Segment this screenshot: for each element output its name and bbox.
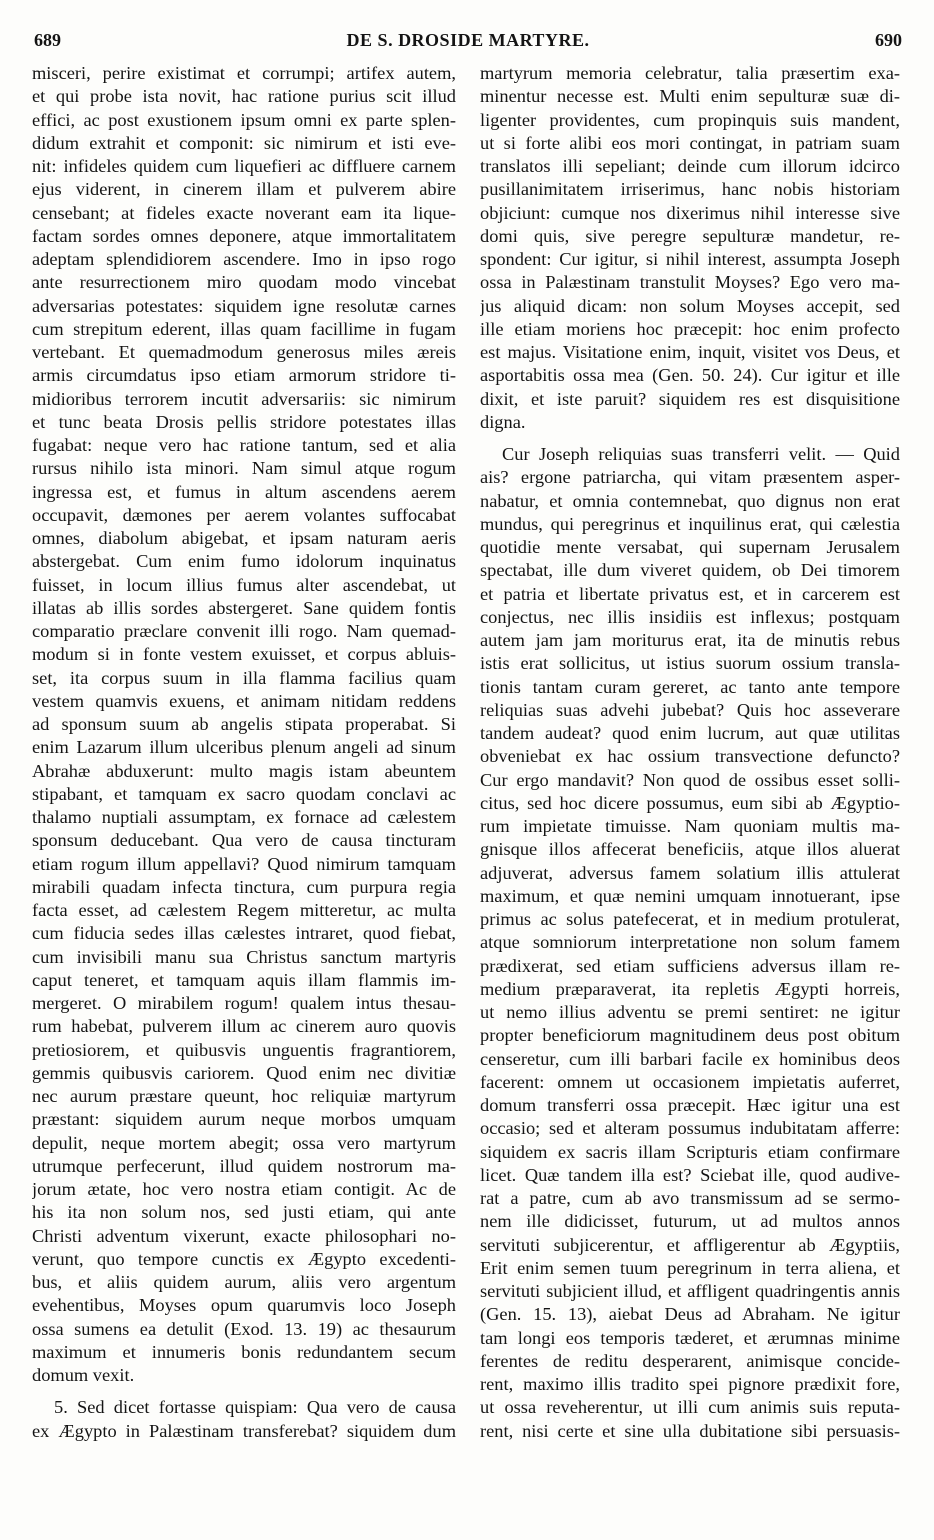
text-line: asportabitis ossa mea (Gen. 50. 24). Cur igitur et ille — [480, 365, 900, 386]
text-line: caput teneret, et tamquam aquis illam flammis im- — [32, 969, 456, 990]
text-line: quotidie mente versabat, qui supernam Jerusalem — [480, 537, 900, 557]
text-line: depulit, neque mortem abegit; ossa vero martyrum — [32, 1132, 456, 1153]
right-page-number: 690 — [875, 30, 902, 50]
text-line: Abrahæ abduxerunt: multo magis istam abeuntem — [32, 760, 456, 781]
text-line: primus ac solus patefecerat, et in medium protulerat, — [480, 909, 900, 929]
text-line: sponsum deducebant. Qua vero de causa tincturam — [32, 830, 456, 851]
text-line: nec aurum præstare queunt, hoc reliquiæ martyrum — [32, 1086, 456, 1106]
text-line: tandem audeat? quod enim lucrum, aut quæ utilitas — [480, 723, 900, 743]
text-line: rum habebat, pulverem illum ac cinerem auro quovis — [32, 1016, 456, 1037]
text-line: propter beneficiorum magnitudinem deus post obitum — [480, 1025, 900, 1046]
text-line: ejus viderent, in cinerem illam et pulverem abire — [32, 179, 456, 200]
text-line: tam longi eos temporis tæderet, et ærumnas minime — [480, 1327, 900, 1348]
text-line: siquidem ex sacris illam Scripturis etiam confirmare — [480, 1141, 900, 1162]
text-line: rat a patre, cum ab avo transmissum ad se sermo- — [480, 1188, 900, 1208]
text-line: ut si forte alibi eos mori contingat, in patriam suam — [480, 132, 900, 153]
text-line: armis circumdatus ipso etiam armorum stridore ti- — [32, 365, 456, 386]
text-line: mundus, qui peregrinus et inquilinus erat, qui cælestia — [480, 513, 900, 534]
text-line: jorum ætate, hoc vero nostra etiam contigit. Ac de — [32, 1179, 456, 1199]
text-line: factam sordes omnes deponere, atque immortalitatem — [32, 225, 456, 246]
text-line: obveniebat ex hac ossium transvectione defuncto? — [480, 746, 900, 767]
text-line: effici, ac post exustionem ipsum omni ex parte splen- — [32, 109, 456, 130]
text-line: fugabat: neque vero hac ratione tantum, sed et alia — [32, 435, 456, 455]
text-line: adversarias potestates: siquidem igne resolutæ carnes — [32, 295, 456, 316]
text-line: utrumque perfecerunt, illud quidem nostrorum ma- — [32, 1155, 456, 1176]
text-line: misceri, perire existimat et corrumpi; artifex autem, — [32, 63, 456, 83]
text-line: rent, nisi certe et sine ulla dubitatione sibi persuasis- — [480, 1420, 900, 1441]
text-line: (Gen. 15. 13), aiebat Deus ad Abraham. Ne igitur — [480, 1304, 900, 1325]
text-line: licet. Quæ tandem illa est? Sciebat ille, quod audive- — [480, 1164, 900, 1185]
text-line: vertebant. Et quemadmodum generosus miles æreis — [32, 342, 456, 362]
text-line: ingressa est, et fumus in altum ascendens aerem — [32, 481, 456, 502]
text-line: illatas ab illis sordes abstergeret. Sane quidem fontis — [32, 597, 456, 618]
text-line: jus aliquid dicam: non solum Moyses accepit, sed — [480, 295, 900, 316]
text-line: adjuverat, adversus famem solatium illis attulerat — [480, 862, 900, 883]
text-line: etiam rogum illum appellavi? Quod nimirum tamquam — [32, 853, 456, 874]
text-line: censeretur, cum illi barbari facile ex hominibus deos — [480, 1048, 900, 1069]
text-line: gnisque illos affecerat beneficiis, atque illos aluerat — [480, 839, 900, 860]
text-line: 5. Sed dicet fortasse quispiam: Qua vero de causa — [54, 1397, 456, 1418]
text-line: servituti subjicient illud, et affligent quadringentis annis — [480, 1281, 900, 1301]
text-line: domi quis, sive peregre sepulturæ mandetur, re- — [480, 225, 900, 246]
text-line: midioribus terrorem incutit adversariis: sic nimirum — [32, 388, 456, 409]
text-line: facerent: omnem ut occasionem impietatis auferret, — [480, 1071, 900, 1092]
text-line: omnes, diabolum abigebat, et ipsam naturam aeris — [32, 528, 456, 548]
text-line: pretiosiorem, et quibusvis unguentis fragrantiorem, — [32, 1039, 456, 1060]
text-line: stipabant, et tamquam ex sacro quodam conclavi ac — [32, 783, 456, 804]
text-line: est majus. Visitatione enim, inquit, visitet vos Deus, et — [480, 342, 900, 362]
text-line: minentur necesse est. Multi enim sepulturæ suæ di- — [480, 86, 900, 107]
text-line: reliquias suas advehi jubebat? Quis hoc asseverare — [480, 699, 900, 720]
text-line: et qui probe ista novit, hac ratione purius scit illud — [32, 86, 456, 107]
text-line: servituti subjicerentur, et affligerentur ab Ægyptiis, — [480, 1234, 900, 1255]
text-line: et tunc beata Drosis pellis stridore potestates illas — [32, 411, 456, 432]
text-line: ille etiam moriens hoc præcepit: hoc enim profecto — [480, 318, 900, 339]
text-line: ferentes de reditu desperarent, animisque concide- — [480, 1350, 900, 1371]
text-line: mergeret. O mirabilem rogum! qualem intus thesau- — [32, 993, 456, 1013]
text-line: occasio; sed et alteram possumus indubitatam afferre: — [480, 1118, 900, 1139]
page-header — [34, 30, 902, 60]
text-line: spectabat, ille dum viveret quidem, ob Dei timorem — [480, 560, 900, 581]
text-line: medium præparaverat, ita repletis Ægypti horreis, — [480, 978, 900, 999]
text-line: maximum et innumeris bonis redundantem secum — [32, 1341, 456, 1362]
text-line: citus, sed hoc dicere possumus, eum sibi ab Ægyptio- — [480, 792, 900, 813]
text-line: enim Lazarum illum ulceribus plenum angeli ad sinum — [32, 737, 456, 758]
text-line: autem jam jam moriturus erat, ita de minutis rebus — [480, 630, 900, 650]
text-line: et patria et libertate privatus est, et in carcerem est — [480, 583, 900, 604]
text-line: cum fiducia sedes illas cælestes intraret, quod fiebat, — [32, 923, 456, 944]
text-line: cum invisibili manu sua Christus sanctum martyris — [32, 946, 456, 967]
text-line: nit: infideles quidem cum liquefieri ac diffluere carnem — [32, 156, 456, 176]
text-line: comparatio præclare convenit illi rogo. Nam quemad- — [32, 621, 456, 641]
text-line: Cur ergo mandavit? Non quod de ossibus esset solli- — [480, 769, 900, 790]
text-line: ossa sumens ea detulit (Exod. 13. 19) ac thesaurum — [32, 1318, 456, 1339]
text-line: mirabili quadam infecta tinctura, cum purpura regia — [32, 876, 456, 897]
text-line: pusillanimitatem irriserimus, hanc nobis historiam — [480, 179, 900, 200]
text-line: nem ille didicisset, futurum, ut ad multos annos — [480, 1211, 900, 1232]
text-line: digna. — [480, 411, 526, 432]
text-line: ex Ægypto in Palæstinam transferebat? siquidem dum — [32, 1420, 456, 1441]
text-line: ligenter providentes, cum propinquis suis mandent, — [480, 109, 900, 130]
text-line: facta esset, ad cælestem Regem mitteretur, ac multa — [32, 900, 456, 920]
text-line: conjectus, nec illis insidiis est inflexus; postquam — [480, 606, 900, 627]
text-line: ad sponsum suum ab angelis stipata properabat. Si — [32, 714, 456, 734]
text-line: gemmis quibusvis cariorem. Quod enim nec divitiæ — [32, 1062, 456, 1083]
text-line: vestem quamvis exuens, et animam nitidam reddens — [32, 690, 456, 711]
text-line: evehentibus, Moyses opum quarumvis loco Joseph — [32, 1295, 456, 1316]
text-line: fuisset, in locum illius fumus alter ascendebat, ut — [32, 574, 456, 595]
text-line: prædixerat, sed etiam sufficiens adversus illam re- — [480, 955, 900, 976]
text-line: set, ita corpus suum in illa flamma facilius quam — [32, 667, 456, 688]
text-line: ut ossa reveherentur, ut illi cum animis suis reputa- — [480, 1397, 900, 1418]
text-line: translatos illi sepeliant; deinde cum illorum idcirco — [480, 156, 900, 176]
text-line: maximum, et quæ nemini umquam innotuerant, ipse — [480, 885, 900, 906]
text-line: præstant: siquidem aurum neque morbos umquam — [32, 1109, 456, 1130]
text-line: his ita non solum nos, sed justi etiam, qui ante — [32, 1202, 456, 1223]
text-line: Erit enim semen tuum peregrinum in terra aliena, et — [480, 1257, 900, 1278]
text-line: domum transferri ossa præcepit. Hæc igitur una est — [480, 1095, 900, 1115]
left-text-column — [32, 62, 456, 1443]
text-line: Cur Joseph reliquias suas transferri velit. — Quid — [502, 444, 900, 464]
text-line: spondent: Cur igitur, si nihil interest, assumpta Joseph — [480, 249, 900, 269]
text-line: abstergebat. Cum enim fumo idolorum inquinatus — [32, 551, 456, 572]
text-line: martyrum memoria celebratur, talia præsertim exa- — [480, 63, 900, 83]
text-line: occupavit, dæmones per aerem volantes suffocabat — [32, 504, 456, 525]
text-line: censebant; at fideles exacte noverant eam ita lique- — [32, 202, 456, 223]
left-page-number: 689 — [34, 30, 61, 50]
text-line: modum si in fonte vestem exuisset, et corpus abluis- — [32, 644, 456, 665]
text-line: ossa in Palæstinam transtulit Moyses? Ego vero ma- — [480, 272, 900, 293]
text-line: ante resurrectionem miro quodam modo vincebat — [32, 272, 456, 293]
running-title: DE S. DROSIDE MARTYRE. — [346, 30, 590, 50]
text-line: bus, et aliis quidem aurum, aliis vero argentum — [32, 1272, 456, 1292]
text-line: objiciunt: cumque nos dixerimus nihil interesse sive — [480, 202, 900, 223]
text-line: cum strepitum ederent, illas quam facillime in fugam — [32, 318, 456, 339]
paragraph-gap — [480, 434, 900, 443]
text-line: domum vexit. — [32, 1365, 135, 1385]
text-line: adeptam splendidiorem ascendere. Imo in ipso rogo — [32, 249, 456, 269]
right-text-column — [480, 62, 900, 1443]
text-line: thalamo nuptiali assumptam, ex fornace ad cælestem — [32, 807, 456, 827]
text-line: rum impietate timuisse. Nam quoniam multis ma- — [480, 816, 900, 836]
text-line: didum extrahit et componit: sic nimirum et isti eve- — [32, 132, 456, 153]
text-line: istis erat sollicitus, ut istius suorum ossium transla- — [480, 653, 900, 674]
text-line: ais? ergone patriarcha, qui vitam præsentem asper- — [480, 467, 900, 488]
text-line: rursus nihilo ista minori. Nam simul atque rogum — [32, 458, 456, 479]
text-line: tionis tantam curam gereret, ac tanto ante tempore — [480, 676, 900, 697]
text-line: nabatur, et omnia contemnebat, quo dignus non erat — [480, 490, 900, 511]
text-line: Christi adventum vixerunt, exacte philosophari no- — [32, 1225, 456, 1246]
text-line: rent, maximo illis tradito spei pignore prædixit fore, — [480, 1374, 900, 1394]
text-line: atque somniorum interpretatione non solum famem — [480, 932, 900, 953]
paragraph-gap — [32, 1387, 456, 1396]
text-line: dixit, et iste paruit? siquidem res est disquisitione — [480, 388, 900, 409]
text-line: ut nemo illius adventu se premi sentiret: ne igitur — [480, 1002, 900, 1022]
text-line: verunt, quo tempore cunctis ex Ægypto excedenti- — [32, 1248, 456, 1269]
